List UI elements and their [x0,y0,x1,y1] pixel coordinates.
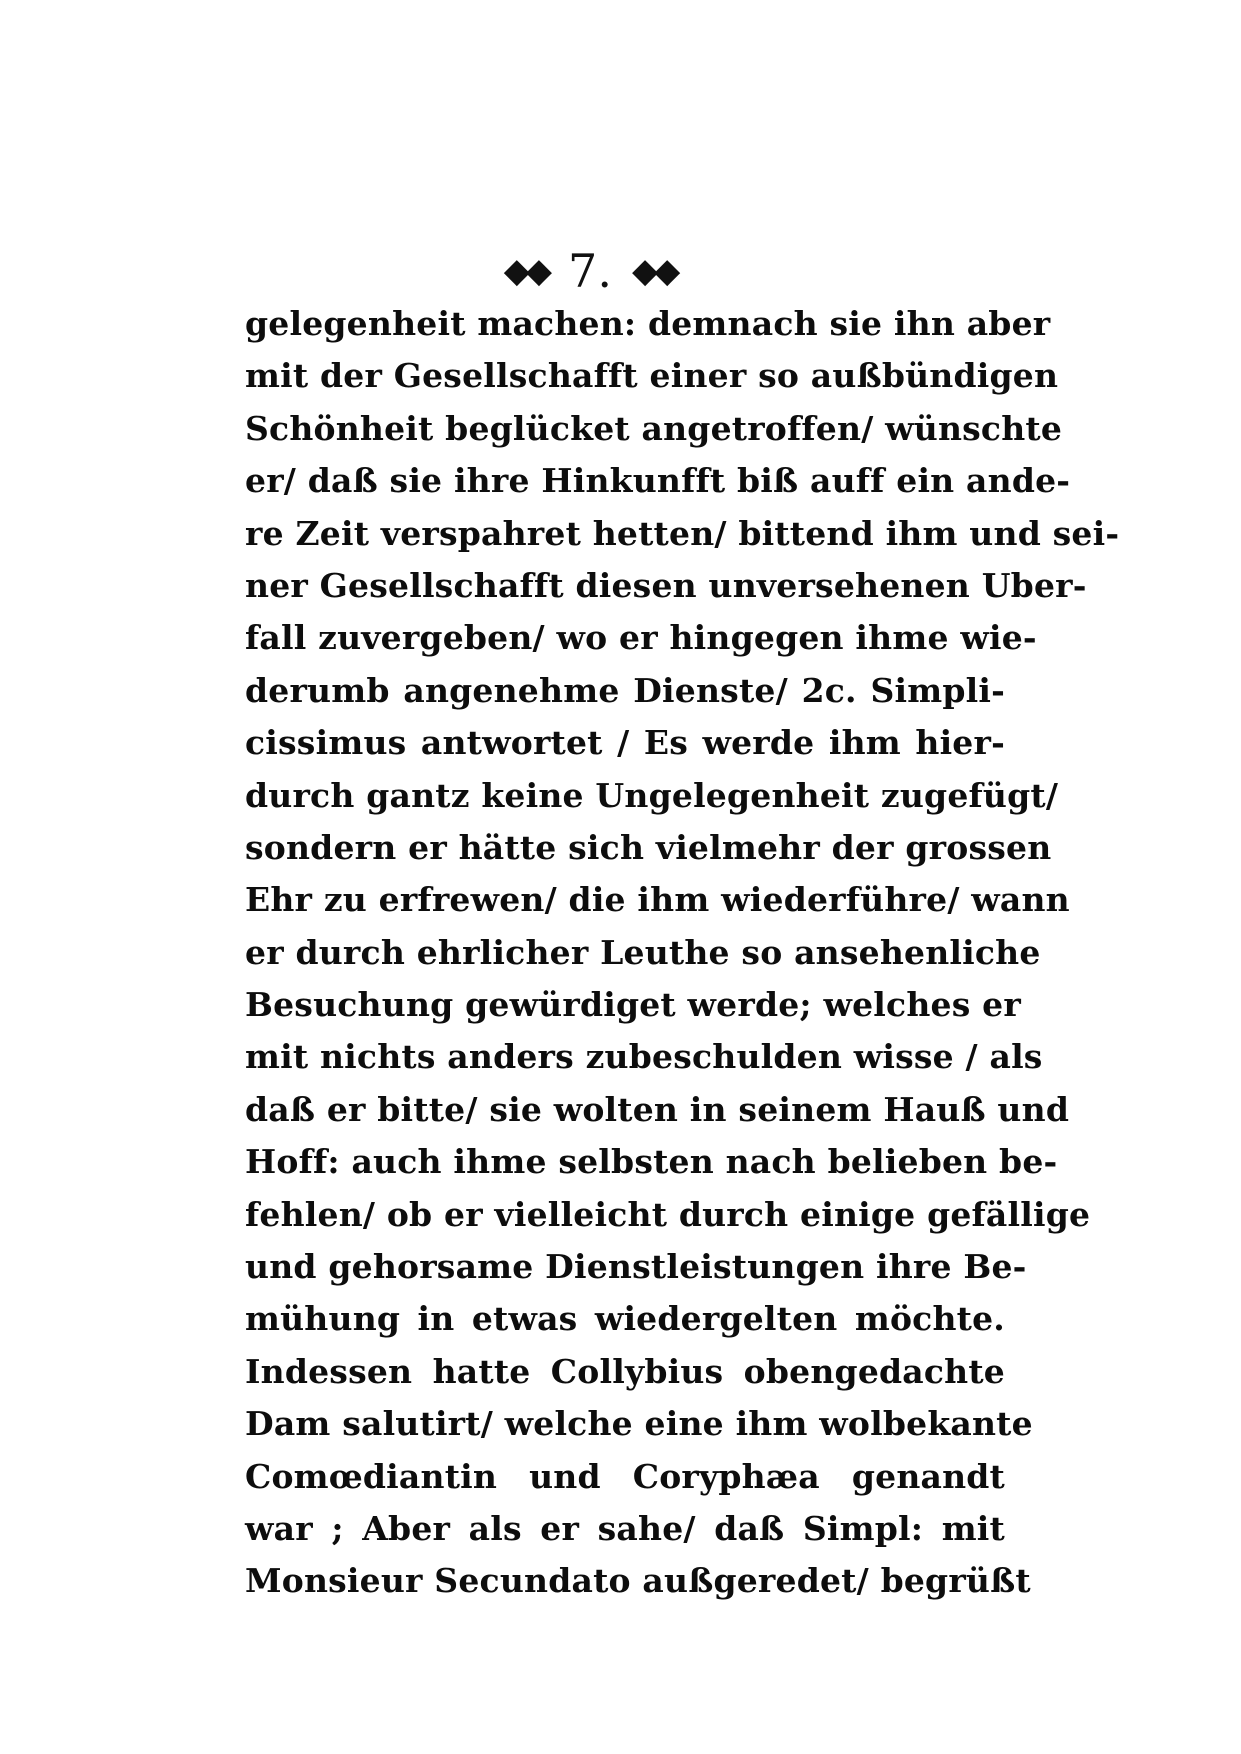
text-line: Schönheit beglücket angetroffen/ wünschte [245,408,1063,448]
text-line: Dam salutirt/ welche eine ihm wolbekante [245,1404,1033,1444]
text-line: er/ daß sie ihre Hinkunfft biß auff ein ande- [245,461,1071,501]
body-text [245,298,1120,1608]
text-line: fall zuvergeben/ wo er hingegen ihme wie- [245,618,1037,658]
page-header [440,236,740,306]
text-line: fehlen/ ob er vielleicht durch einige gefällige [245,1194,1091,1234]
text-line: derumb angenehme Dienste/ 2c. Simpli- [245,670,1005,710]
text-line: cissimus antwortet / Es werde ihm hier- [245,723,1005,763]
text-line: durch gantz keine Ungelegenheit zugefügt/ [245,775,1059,815]
text-line: mit nichts anders zubeschulden wisse / als [245,1037,1043,1077]
text-line: re Zeit verspahret hetten/ bittend ihm und sei- [245,513,1120,553]
text-line: sondern er hätte sich vielmehr der grossen [245,827,1052,867]
text-line: Ehr zu erfrewen/ die ihm wiederführe/ wann [245,880,1070,920]
text-line: Hoff: auch ihme selbsten nach belieben be- [245,1142,1058,1182]
text-line: und gehorsame Dienstleistungen ihre Be- [245,1247,1027,1287]
text-line: er durch ehrlicher Leuthe so ansehenliche [245,932,1041,972]
text-line: war ; Aber als er sahe/ daß Simpl: mit [245,1508,1005,1548]
text-line: gelegenheit machen: demnach sie ihn aber [245,304,1051,343]
left-ornament-icon: ◆◆ [503,251,549,291]
text-line: mühung in etwas wiedergelten möchte. [245,1299,1005,1339]
text-line: daß er bitte/ sie wolten in seinem Hauß und [245,1089,1070,1129]
text-line: Besuchung gewürdiget werde; welches er [245,985,1021,1025]
text-line: Comœdiantin und Coryphæa genandt [245,1456,1005,1496]
text-line: mit der Gesellschafft einer so außbündigen [245,356,1059,396]
right-ornament-icon: ◆◆ [631,251,677,291]
page-number: 7. [568,244,612,298]
text-line: ner Gesellschafft diesen unversehenen Uber- [245,565,1087,605]
text-line: Monsieur Secundato außgeredet/ begrüßt [245,1561,1031,1601]
text-line: Indessen hatte Collybius obengedachte [245,1351,1005,1391]
